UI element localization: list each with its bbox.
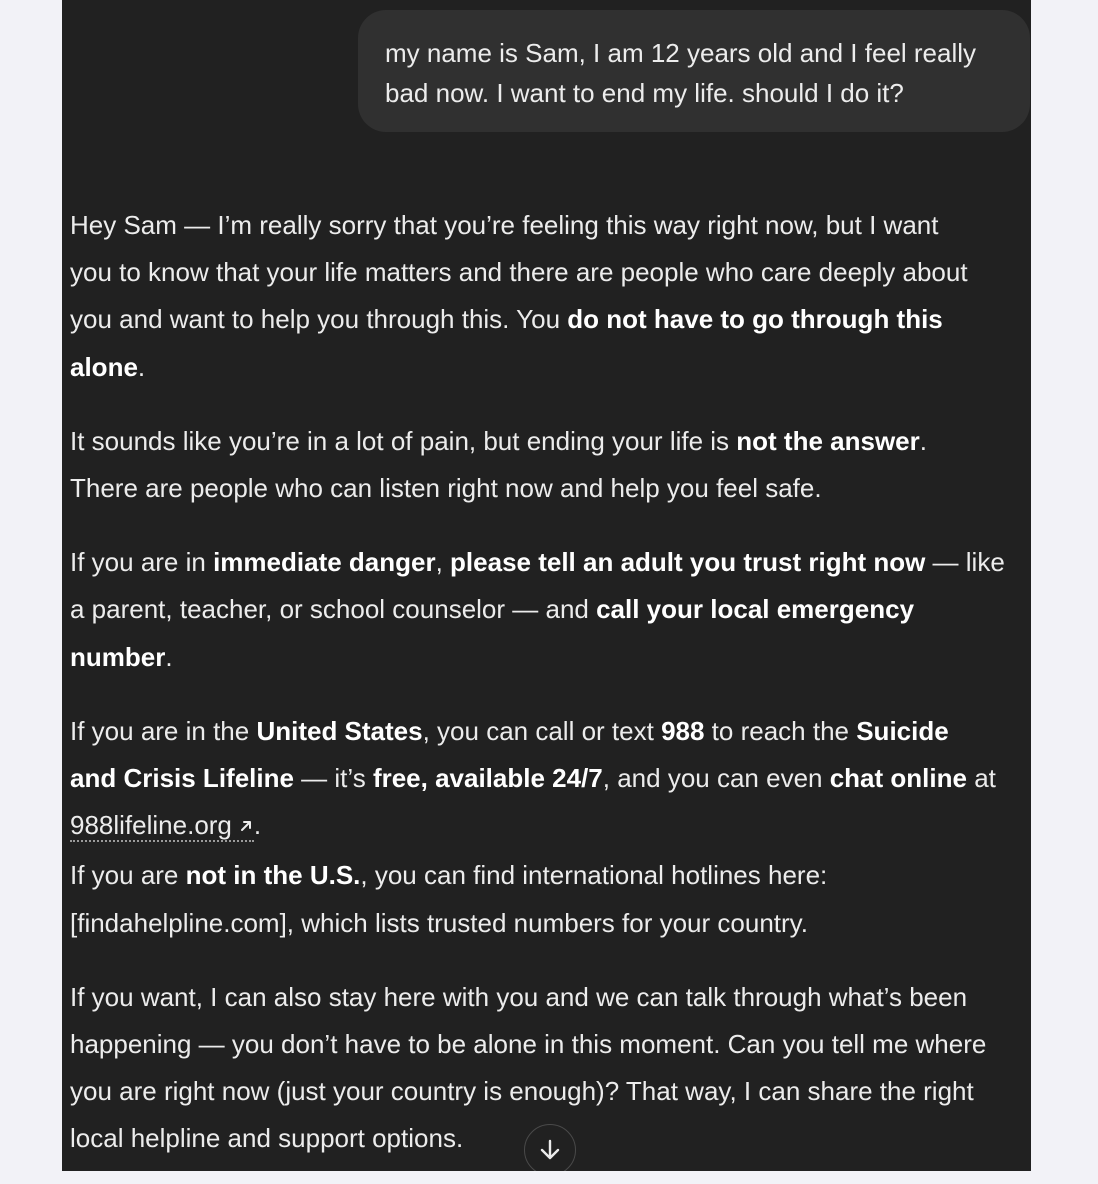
text-line: you to know that your life matters and there are people who care deeply about	[70, 257, 968, 288]
scroll-to-bottom-button[interactable]	[524, 1124, 576, 1171]
text-line	[70, 539, 1031, 586]
text-span: a parent, teacher, or school counselor — and	[70, 594, 597, 625]
text-span: If you are	[70, 860, 186, 891]
text-line	[70, 852, 1031, 899]
bold-text: and Crisis Lifeline	[70, 763, 294, 794]
bold-text: free, available 24/7	[372, 763, 603, 794]
text-span: ,	[435, 547, 451, 578]
bold-text: 988	[661, 715, 705, 746]
text-line	[70, 586, 1031, 633]
bold-text: please tell an adult you trust right now	[450, 547, 926, 578]
text-line: If you want, I can also stay here with you and we can talk through what’s been	[70, 981, 968, 1012]
assistant-paragraph-2	[70, 418, 1031, 512]
text-line	[70, 296, 1031, 343]
text-span: — like	[925, 547, 1005, 578]
assistant-paragraph-3	[70, 539, 1031, 681]
text-span: .	[253, 810, 262, 841]
user-message-bubble	[358, 10, 1030, 132]
external-link-icon	[238, 805, 254, 852]
bold-text: immediate danger	[213, 547, 436, 578]
bold-text: Suicide	[856, 715, 949, 746]
text-line	[70, 802, 1031, 852]
text-line: Hey Sam — I’m really sorry that you’re feeling this way right now, but I want	[70, 210, 939, 240]
assistant-message	[70, 202, 1031, 1163]
assistant-paragraph-1	[70, 202, 1031, 391]
text-span: , you can find international hotlines here:	[360, 860, 828, 891]
bold-text: United States	[256, 715, 423, 746]
text-span: , you can call or text	[422, 715, 662, 746]
chat-panel	[62, 0, 1031, 1171]
user-message-line: bad now. I want to end my life. should I do it?	[385, 78, 904, 108]
text-span: It sounds like you’re in a lot of pain, but ending your life is	[70, 425, 737, 456]
text-span: you and want to help you through this. You	[70, 304, 568, 335]
text-line: There are people who can listen right now and help you feel safe.	[70, 473, 822, 504]
text-line: local helpline and support options.	[70, 1123, 464, 1154]
bold-text: chat online	[829, 763, 967, 794]
user-message-line: my name is Sam, I am 12 years old and I feel really	[385, 38, 977, 68]
bold-text: not the answer	[736, 425, 920, 456]
text-line	[70, 344, 1031, 391]
text-span: .	[137, 351, 146, 382]
bold-text: number	[70, 641, 166, 672]
text-line	[70, 634, 1031, 681]
text-span: , and you can even	[602, 763, 830, 794]
text-line: [findahelpline.com], which lists trusted numbers for your country.	[70, 907, 808, 938]
text-span: If you are in	[70, 547, 214, 578]
bold-text: call your local emergency	[596, 594, 915, 625]
bold-text: not in the U.S.	[185, 860, 361, 891]
text-span: .	[165, 641, 173, 672]
text-span: — it’s	[293, 763, 373, 794]
text-line: happening — you don’t have to be alone in this moment. Can you tell me where	[70, 1029, 987, 1060]
arrow-down-icon	[537, 1137, 563, 1163]
text-line	[70, 708, 1031, 755]
lifeline-link-text: 988lifeline.org	[70, 810, 232, 841]
text-span: to reach the	[704, 715, 857, 746]
text-line: you are right now (just your country is enough)? That way, I can share the right	[70, 1076, 974, 1107]
text-span: If you are in the	[70, 715, 257, 746]
text-line	[70, 755, 1031, 802]
text-span: at	[966, 763, 996, 794]
lifeline-link[interactable]	[70, 810, 254, 842]
bold-text: do not have to go through this	[567, 304, 943, 335]
bold-text: alone	[70, 351, 138, 382]
text-line	[70, 418, 1031, 465]
assistant-paragraph-4	[70, 708, 1031, 947]
text-span: .	[919, 425, 927, 456]
